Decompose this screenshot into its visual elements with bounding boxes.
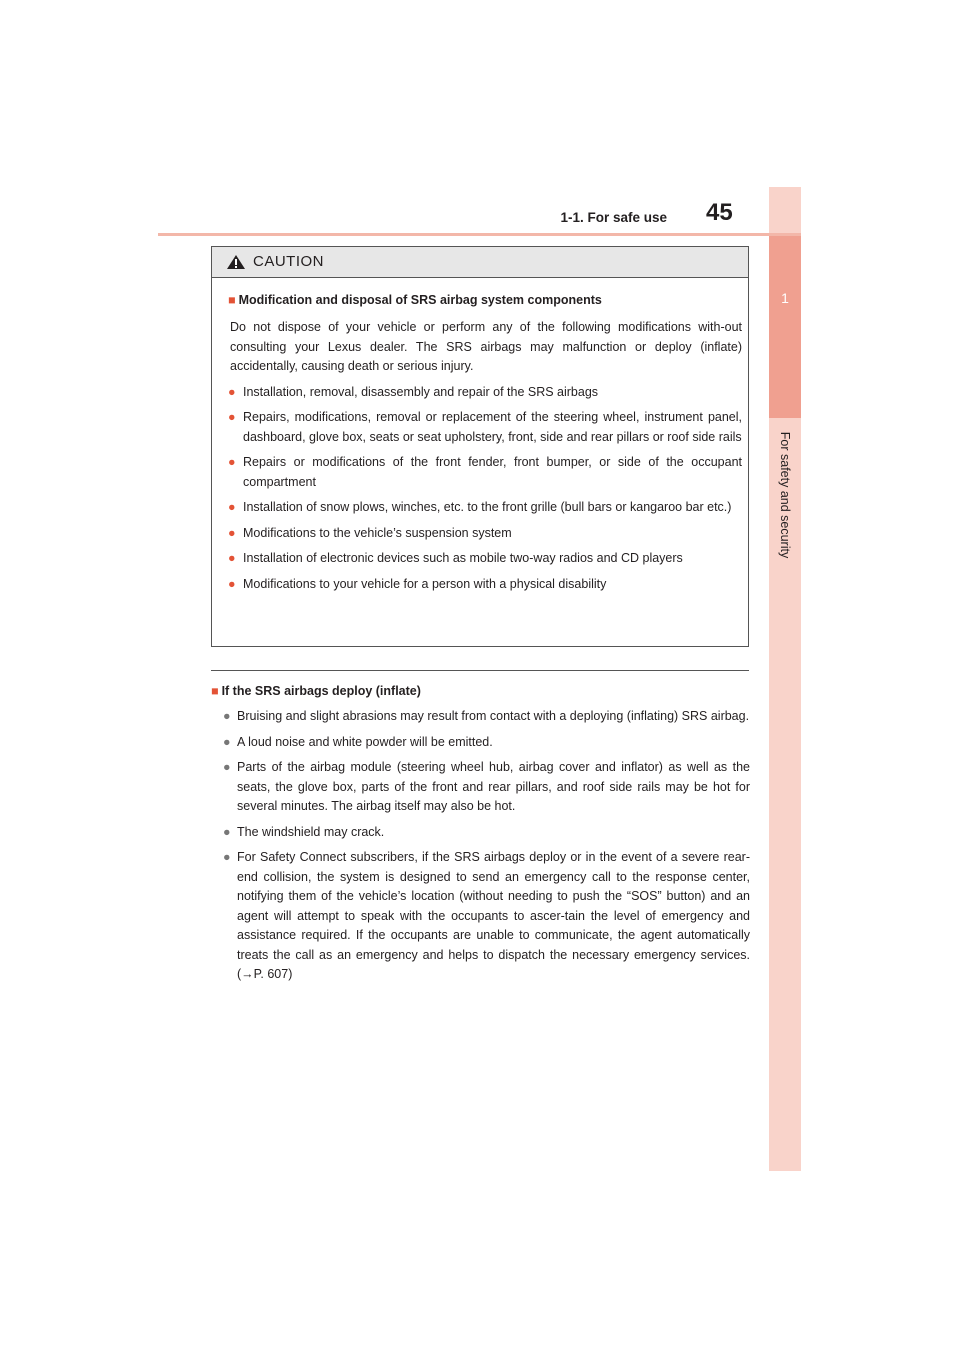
list-item: ● Installation of snow plows, winches, etc. to the front grille (bull bars or kangaroo bar etc.) bbox=[228, 498, 742, 518]
caution-intro: Do not dispose of your vehicle or perform any of the following modifications with-out consulting your Lexus dealer. The SRS airbags may malfunction or deploy (inflate) accidentally, causing death or serious injury. bbox=[230, 320, 742, 373]
round-bullet-icon: ● bbox=[228, 500, 236, 514]
caution-title: CAUTION bbox=[253, 253, 324, 270]
list-item: ● A loud noise and white powder will be emitted. bbox=[211, 733, 750, 753]
list-item: ● For Safety Connect subscribers, if the SRS airbags deploy or in the event of a severe rear-end collision, the system is designed to send an emergency call to the response center, notifying them of the vehicle’s location (without needing to push the “SOS” button) and an agent will attempt to speak with the occupants to ascer-tain the level of emergency and assistance required. If the occupants are unable to communicate, the agent automatically treats the call as an emergency and helps to dispatch the necessary emergency services. (→P. 607) bbox=[223, 850, 750, 981]
section-header: 1-1. For safe use bbox=[560, 210, 667, 225]
round-bullet-icon: ● bbox=[228, 384, 236, 399]
list-item: ● Modifications to the vehicle’s suspension system bbox=[228, 524, 742, 544]
round-bullet-icon: ● bbox=[223, 850, 231, 864]
chapter-number-box bbox=[769, 234, 801, 418]
caution-section-title: ■ Modification and disposal of SRS airbag system components bbox=[228, 293, 602, 307]
round-bullet-icon: ● bbox=[228, 576, 236, 591]
round-bullet-icon: ● bbox=[223, 709, 231, 723]
list-item: ● Repairs, modifications, removal or replacement of the steering wheel, instrument panel, dashboard, glove box, seats or seat upholstery, front, side and rear pillars or roof side rails bbox=[228, 410, 742, 444]
deploy-section bbox=[211, 681, 750, 991]
chapter-title: For safety and security bbox=[778, 431, 792, 559]
round-bullet-icon: ● bbox=[228, 525, 236, 540]
round-bullet-icon: ● bbox=[228, 455, 236, 469]
deploy-section-title: ■ If the SRS airbags deploy (inflate) bbox=[211, 684, 421, 698]
round-bullet-icon: ● bbox=[223, 824, 231, 839]
list-item: ● Bruising and slight abrasions may result from contact with a deploying (inflating) SRS airbag. bbox=[211, 707, 750, 727]
list-item: ● Installation, removal, disassembly and repair of the SRS airbags bbox=[228, 383, 742, 403]
caution-box bbox=[211, 246, 749, 647]
list-item: ● Installation of electronic devices such as mobile two-way radios and CD players bbox=[228, 549, 742, 569]
list-item: ● The windshield may crack. bbox=[211, 823, 750, 843]
chapter-number: 1 bbox=[781, 290, 789, 306]
caution-header bbox=[212, 247, 748, 278]
round-bullet-icon: ● bbox=[228, 410, 236, 424]
list-item: ● Repairs or modifications of the front fender, front bumper, or side of the occupant compartment bbox=[228, 455, 742, 489]
caution-body bbox=[212, 278, 748, 594]
page-number: 45 bbox=[706, 199, 733, 226]
round-bullet-icon: ● bbox=[228, 551, 236, 565]
round-bullet-icon: ● bbox=[223, 734, 231, 749]
square-bullet-icon: ■ bbox=[211, 684, 219, 698]
list-item: ● Parts of the airbag module (steering wheel hub, airbag cover and inflator) as well as the seats, the glove box, parts of the front and rear pillars, and roof side rails may be hot for several minutes. The airbag itself may also be hot. bbox=[223, 760, 750, 813]
header-rule bbox=[158, 233, 801, 236]
list-item: ● Modifications to your vehicle for a person with a physical disability bbox=[228, 575, 742, 595]
square-bullet-icon: ■ bbox=[228, 293, 236, 307]
warning-triangle-icon bbox=[226, 254, 246, 275]
round-bullet-icon: ● bbox=[223, 760, 231, 774]
section-divider bbox=[211, 670, 749, 671]
